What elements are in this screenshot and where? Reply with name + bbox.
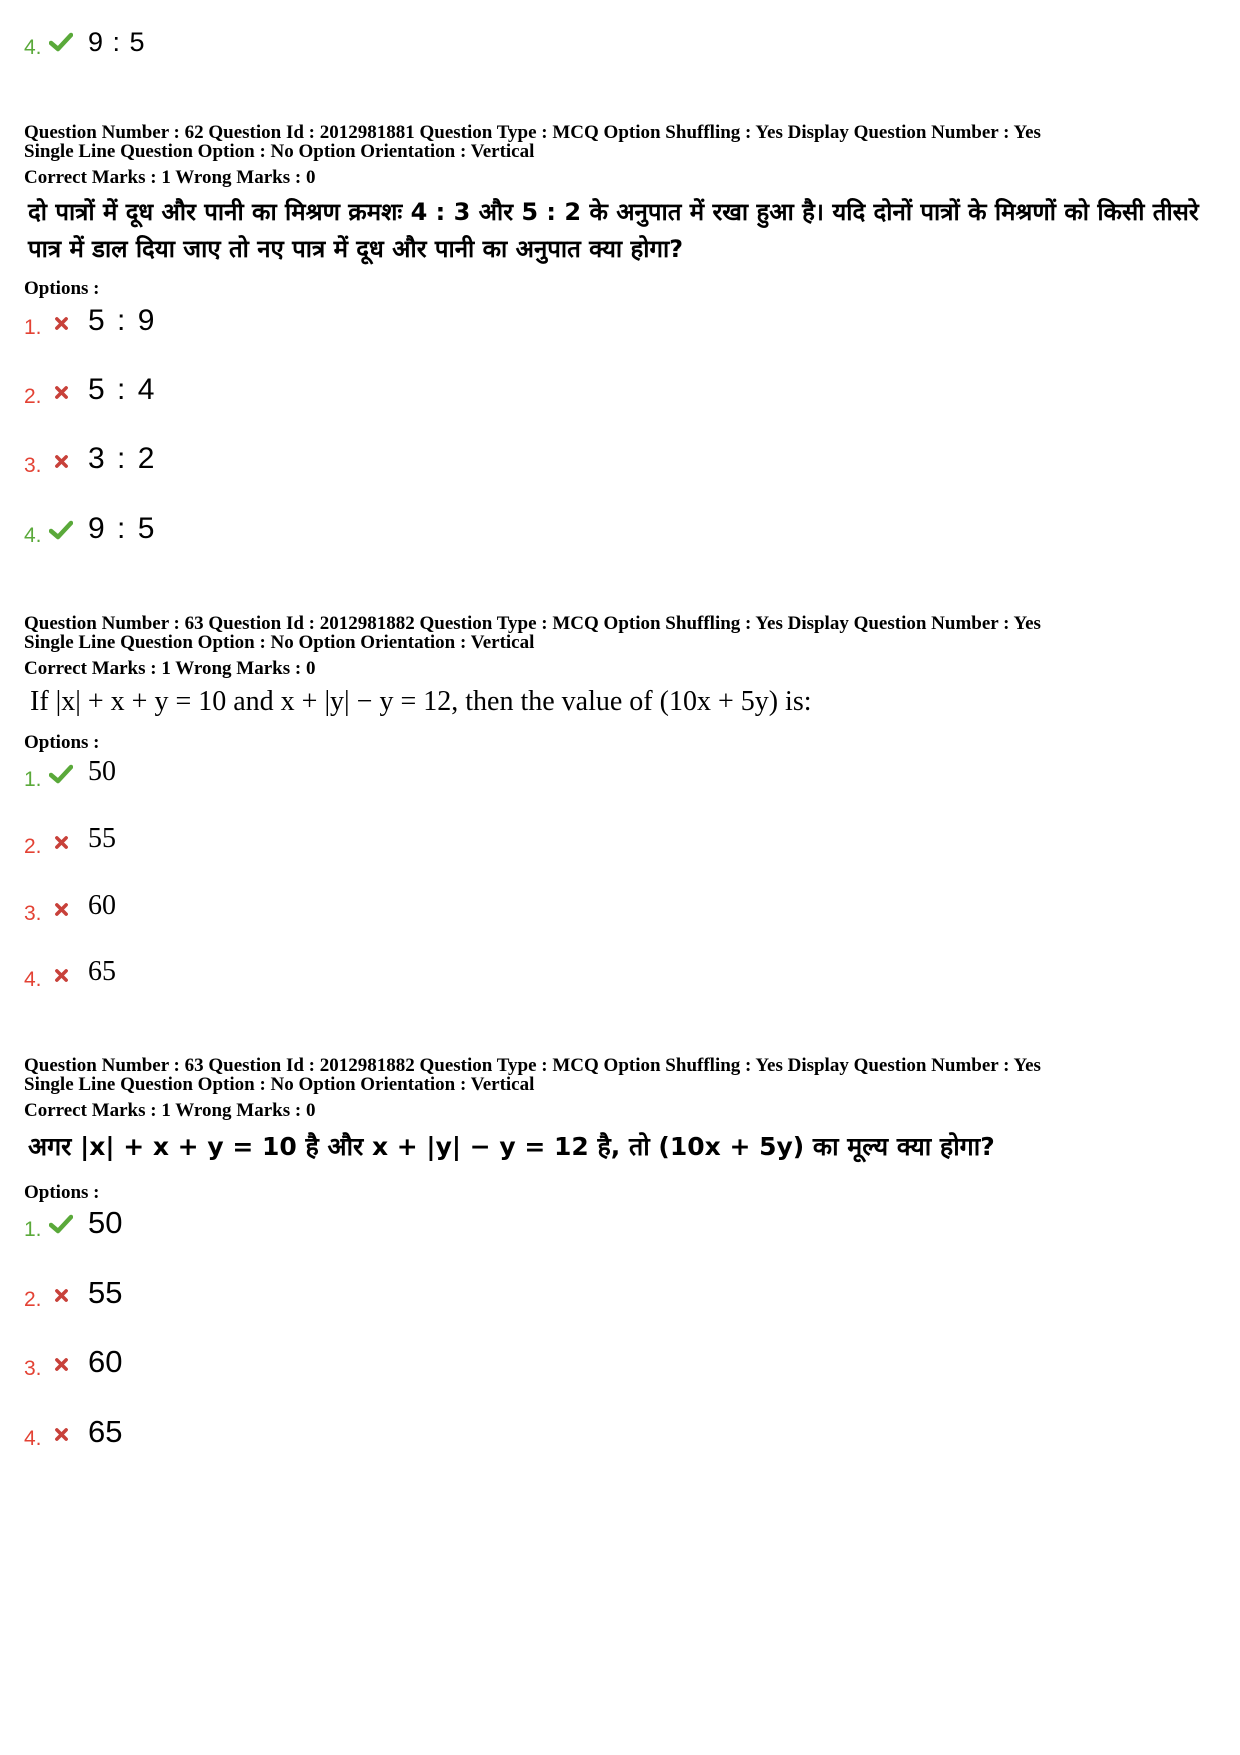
option-row — [24, 752, 116, 792]
cross-icon — [48, 903, 74, 926]
question-meta: Single Line Question Option : No Option Orientation : Vertical — [24, 632, 535, 653]
check-icon — [48, 764, 74, 792]
option-number: 4. — [24, 36, 42, 59]
option-row — [24, 819, 116, 859]
option-number: 3. — [24, 902, 42, 925]
option-number: 4. — [24, 524, 42, 547]
option-value: 3 : 2 — [88, 442, 157, 475]
option-number: 4. — [24, 1427, 42, 1450]
option-value: 65 — [88, 1414, 123, 1449]
question-meta: Question Number : 63 Question Id : 2012981882 Question Type : MCQ Option Shuffling : Yes Display Question Number : Yes — [24, 1055, 1041, 1076]
option-row — [24, 886, 116, 926]
cross-icon — [48, 1428, 74, 1451]
cross-icon — [48, 455, 74, 478]
option-number: 2. — [24, 835, 42, 858]
cross-icon — [48, 386, 74, 409]
option-value: 9 : 5 — [88, 27, 146, 57]
question-meta: Single Line Question Option : No Option Orientation : Vertical — [24, 141, 535, 162]
option-value: 60 — [88, 890, 116, 921]
marks-line: Correct Marks : 1 Wrong Marks : 0 — [24, 1100, 316, 1121]
option-number: 3. — [24, 1357, 42, 1380]
option-number: 3. — [24, 454, 42, 477]
option-value: 55 — [88, 823, 116, 854]
option-value: 65 — [88, 956, 116, 987]
option-row — [24, 1341, 122, 1381]
option-value: 9 : 5 — [88, 512, 157, 545]
option-value: 60 — [88, 1344, 123, 1379]
check-icon — [48, 32, 74, 60]
option-row — [24, 438, 156, 478]
check-icon — [48, 1214, 74, 1242]
cross-icon — [48, 1358, 74, 1381]
option-row — [24, 369, 156, 409]
check-icon — [48, 520, 74, 548]
option-number: 4. — [24, 968, 42, 991]
option-value: 50 — [88, 756, 116, 787]
option-number: 1. — [24, 316, 42, 339]
option-row — [24, 1272, 122, 1312]
question-meta: Question Number : 63 Question Id : 2012981882 Question Type : MCQ Option Shuffling : Yes Display Question Number : Yes — [24, 613, 1041, 634]
question-text: दो पात्रों में दूध और पानी का मिश्रण क्रमशः 4 : 3 और 5 : 2 के अनुपात में रखा हुआ है। यदि दोनों पात्रों के मिश्रणों को किसी तीसरे पात्र में डाल दिया जाए तो नए पात्र में दूध और पानी का अनुपात क्या होगा? — [28, 198, 1199, 263]
cross-icon — [48, 1289, 74, 1312]
option-row — [24, 300, 156, 340]
option-number: 1. — [24, 1218, 42, 1241]
option-row — [24, 20, 146, 60]
question-meta: Question Number : 62 Question Id : 2012981881 Question Type : MCQ Option Shuffling : Yes Display Question Number : Yes — [24, 122, 1041, 143]
options-label: Options : — [24, 278, 100, 299]
option-row — [24, 1202, 122, 1242]
option-number: 2. — [24, 1288, 42, 1311]
option-number: 1. — [24, 768, 42, 791]
option-value: 5 : 9 — [88, 304, 157, 337]
option-number: 2. — [24, 385, 42, 408]
question-text: If |x| + x + y = 10 and x + |y| − y = 12, then the value of (10x + 5y) is: — [30, 686, 812, 717]
marks-line: Correct Marks : 1 Wrong Marks : 0 — [24, 658, 316, 679]
marks-line: Correct Marks : 1 Wrong Marks : 0 — [24, 167, 316, 188]
cross-icon — [48, 317, 74, 340]
option-value: 50 — [88, 1205, 123, 1240]
cross-icon — [48, 836, 74, 859]
option-row — [24, 1411, 122, 1451]
question-text: अगर |x| + x + y = 10 है और x + |y| − y = 12 है, तो (10x + 5y) का मूल्य क्या होगा? — [28, 1132, 995, 1161]
options-label: Options : — [24, 732, 100, 753]
cross-icon — [48, 969, 74, 992]
option-row — [24, 508, 156, 548]
option-value: 55 — [88, 1275, 123, 1310]
option-value: 5 : 4 — [88, 373, 157, 406]
option-row — [24, 952, 116, 992]
options-label: Options : — [24, 1182, 100, 1203]
question-meta: Single Line Question Option : No Option Orientation : Vertical — [24, 1074, 535, 1095]
